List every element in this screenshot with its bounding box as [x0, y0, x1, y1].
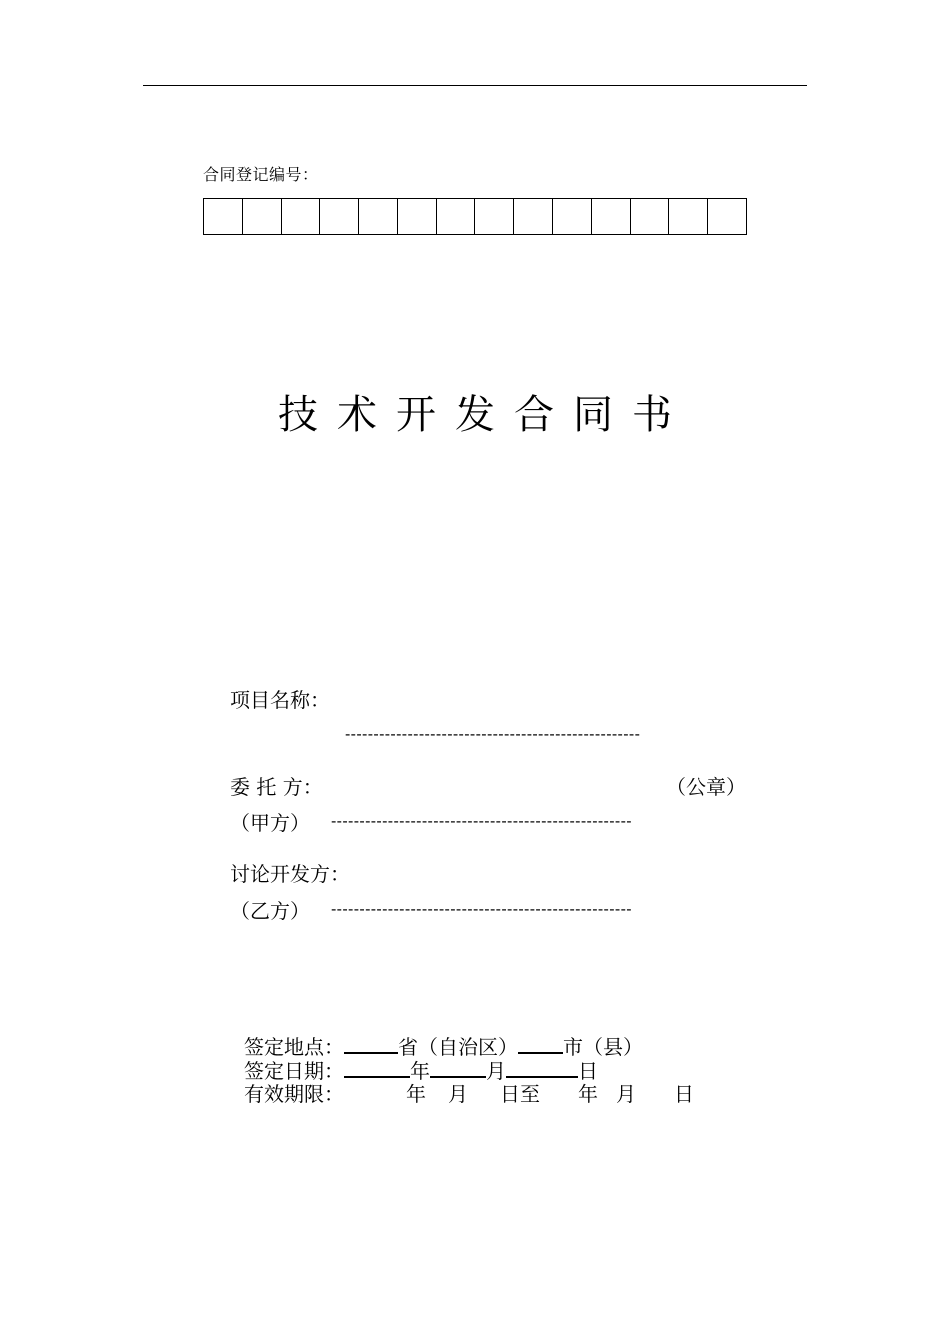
- party-b-line[interactable]: -----------------------------------------------------: [331, 901, 632, 918]
- validity-month-start: 月: [448, 1082, 468, 1106]
- signing-date-label: 签定日期：: [244, 1059, 344, 1083]
- year-label: 年: [410, 1059, 430, 1083]
- year-blank[interactable]: [344, 1058, 410, 1078]
- city-blank[interactable]: [518, 1034, 563, 1054]
- client-label: 委 托 方：: [230, 775, 323, 799]
- registration-digit-box[interactable]: [553, 199, 592, 234]
- signing-place-row: [244, 1034, 643, 1059]
- registration-digit-box[interactable]: [320, 199, 359, 234]
- registration-digit-box[interactable]: [437, 199, 476, 234]
- validity-day-to: 日至: [500, 1082, 540, 1106]
- signing-place-label: 签定地点：: [244, 1035, 344, 1059]
- validity-year-end: 年: [578, 1082, 598, 1106]
- registration-number-boxes: [203, 198, 747, 235]
- validity-day-end: 日: [674, 1082, 694, 1106]
- document-title: 技术开发合同书: [278, 392, 691, 438]
- party-a-label: （甲方）: [230, 811, 310, 835]
- validity-row: [244, 1082, 694, 1106]
- project-name-label: 项目名称：: [230, 688, 330, 712]
- registration-digit-box[interactable]: [204, 199, 243, 234]
- registration-digit-box[interactable]: [631, 199, 670, 234]
- signing-date-row: [244, 1058, 598, 1083]
- registration-number-label: 合同登记编号：: [203, 165, 319, 184]
- registration-digit-box[interactable]: [282, 199, 321, 234]
- day-label: 日: [578, 1059, 598, 1083]
- client-seal-label: （公章）: [666, 775, 746, 799]
- registration-digit-box[interactable]: [398, 199, 437, 234]
- validity-year-start: 年: [406, 1082, 426, 1106]
- day-blank[interactable]: [506, 1058, 578, 1078]
- validity-month-end: 月: [616, 1082, 636, 1106]
- registration-digit-box[interactable]: [514, 199, 553, 234]
- validity-label: 有效期限：: [244, 1082, 344, 1106]
- registration-digit-box[interactable]: [592, 199, 631, 234]
- party-b-label: （乙方）: [230, 899, 310, 923]
- city-label: 市（县）: [563, 1035, 643, 1059]
- registration-digit-box[interactable]: [243, 199, 282, 234]
- registration-digit-box[interactable]: [359, 199, 398, 234]
- project-name-line[interactable]: ----------------------------------------------------: [345, 726, 641, 743]
- registration-digit-box[interactable]: [708, 199, 746, 234]
- province-blank[interactable]: [344, 1034, 398, 1054]
- developer-label: 讨论开发方：: [230, 862, 350, 886]
- month-blank[interactable]: [430, 1058, 486, 1078]
- month-label: 月: [486, 1059, 506, 1083]
- registration-digit-box[interactable]: [669, 199, 708, 234]
- registration-digit-box[interactable]: [475, 199, 514, 234]
- party-a-line[interactable]: -----------------------------------------------------: [331, 813, 632, 830]
- province-label: 省（自治区）: [398, 1035, 518, 1059]
- header-rule: [143, 85, 807, 86]
